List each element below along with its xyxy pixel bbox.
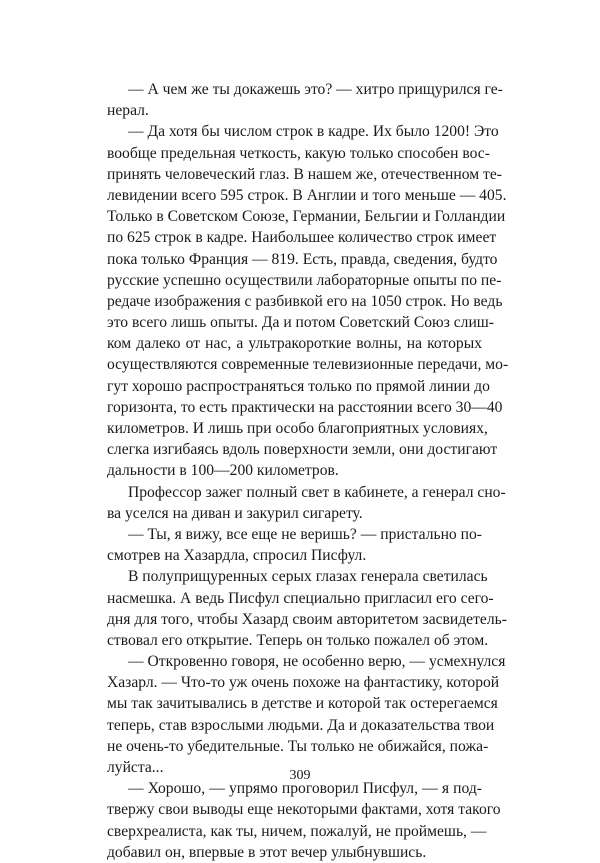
text-line: — Ты, я вижу, все еще не веришь? — пристально по- — [128, 525, 482, 543]
text-line: вообще предельная четкость, какую только способен вос- — [107, 144, 490, 162]
text-line: — Откровенно говоря, не особенно верю, — усмехнулся — [128, 653, 506, 671]
text-line: пока только Франция — 819. Есть, правда, сведения, будто — [107, 250, 498, 268]
text-line: насмешка. А ведь Писфул специально пригласил его сего- — [107, 589, 494, 607]
text-line: — А чем же ты докажешь это? — хитро прищурился ге- — [128, 81, 503, 98]
text-line: твержу свои выводы еще некоторыми фактами, хотя такого — [107, 801, 501, 819]
text-line: дня для того, чтобы Хазард своим авторитетом засвидетель- — [107, 610, 507, 628]
text-line: левидении всего 595 строк. В Англии и того меньше — 405. — [107, 186, 507, 204]
text-line: осуществляются современные телевизионные передачи, мо- — [107, 356, 509, 374]
text-line: нерал. — [107, 102, 149, 120]
text-line: редаче изображения с разбивкой его на 1050 строк. Но ведь — [107, 292, 503, 310]
text-line: принять человеческий глаз. В нашем же, отечественном те- — [107, 165, 502, 183]
body-text — [107, 79, 509, 863]
text-line: луйста... — [107, 759, 164, 776]
text-line: смотрев на Хазардла, спросил Писфул. — [107, 547, 367, 565]
text-line: мы так зачитывались в детстве и которой так остерегаемся — [107, 695, 498, 713]
text-line: сверхреалиста, как ты, ничем, пожалуй, не проймешь, — — [107, 822, 487, 840]
text-line: — Хорошо, — упрямо проговорил Писфул, — я под- — [128, 780, 482, 798]
text-line: русские успешно осуществили лабораторные опыты по пе- — [107, 271, 502, 289]
text-line: не очень-то убедительные. Ты только не обижайся, пожа- — [107, 737, 489, 755]
text-line: — Да хотя бы числом строк в кадре. Их было 1200! Это — [128, 123, 499, 141]
text-line: Профессор зажег полный свет в кабинете, а генерал сно- — [128, 483, 506, 501]
page-number: 309 — [289, 768, 311, 783]
text-line: по 625 строк в кадре. Наибольшее количество строк имеет — [107, 229, 497, 247]
text-line: дальности в 100—200 километров. — [107, 462, 339, 480]
text-line: Только в Советском Союзе, Германии, Бельгии и Голландии — [107, 208, 506, 226]
text-line: В полуприщуренных серых глазах генерала светилась — [128, 568, 488, 586]
text-line: ком далеко от нас, а ультракороткие волны, на которых — [107, 335, 482, 353]
text-line: ва уселся на диван и закурил сигарету. — [107, 504, 363, 522]
text-line: Хазарл. — Что-то уж очень похоже на фантастику, которой — [107, 674, 500, 692]
text-line: гут хорошо распространяться только по прямой линии до — [107, 377, 490, 395]
text-line: это всего лишь опыты. Да и потом Советский Союз слиш- — [107, 314, 495, 332]
text-line: добавил он, впервые в этот вечер улыбнувшись. — [107, 843, 427, 861]
text-line: горизонта, то есть практически на расстоянии всего 30—40 — [107, 398, 503, 416]
text-line: слегка изгибаясь вдоль поверхности земли, они достигают — [107, 441, 498, 459]
text-line: ствовал его открытие. Теперь он только пожалел об этом. — [107, 631, 489, 649]
text-line: теперь, став взрослыми людьми. Да и доказательства твои — [107, 716, 495, 734]
text-line: километров. И лишь при особо благоприятных условиях, — [107, 420, 488, 437]
